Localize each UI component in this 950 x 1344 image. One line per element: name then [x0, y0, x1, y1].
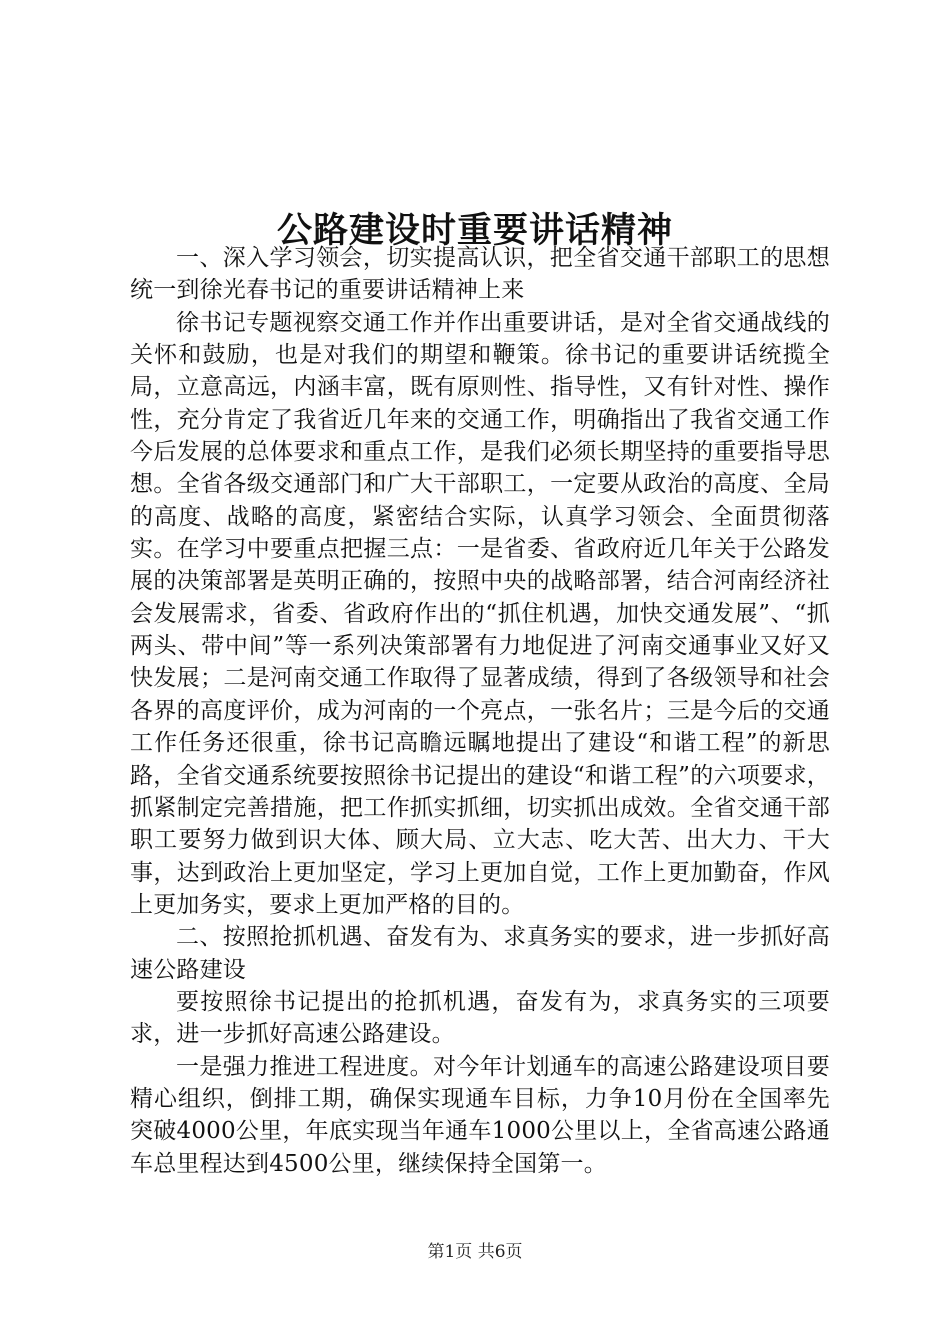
page-number-footer: 第1页 共6页 — [427, 1242, 523, 1262]
section-heading-1: 一、深入学习领会，切实提高认识，把全省交通干部职工的思想统一到徐光春书记的重要讲话精神上来 — [130, 245, 830, 304]
body-paragraph: 一是强力推进工程进度。对今年计划通车的高速公路建设项目要精心组织，倒排工期，确保实现通车目标，力争10月份在全国率先突破4000公里，年底实现当年通车1000公里以上，全省高速公路通车总里程达到4500公里，继续保持全国第一。 — [130, 1053, 830, 1177]
body-paragraph: 要按照徐书记提出的抢抓机遇，奋发有为，求真务实的三项要求，进一步抓好高速公路建设。 — [130, 988, 830, 1048]
body-paragraph: 徐书记专题视察交通工作并作出重要讲话，是对全省交通战线的关怀和鼓励，也是对我们的期望和鞭策。徐书记的重要讲话统揽全局，立意高远，内涵丰富，既有原则性、指导性，又有针对性、操作性，充分肯定了我省近几年来的交通工作，明确指出了我省交通工作今后发展的总体要求和重点工作，是我们必须长期坚持的重要指导思想。全省各级交通部门和广大干部职工，一定要从政治的高度、全局的高度、战略的高度，紧密结合实际，认真学习领会、全面贯彻落实。在学习中要重点把握三点：一是省委、省政府近几年关于公路发展的决策部署是英明正确的，按照中央的战略部署，结合河南经济社会发展需求，省委、省政府作出的“抓住机遇，加快交通发展”、“抓两头、带中间”等一系列决策部署有力地促进了河南交通事业又好又快发展；二是河南交通工作取得了显著成绩，得到了各级领导和社会各界的高度评价，成为河南的一个亮点，一张名片；三是今后的交通工作任务还很重，徐书记高瞻远瞩地提出了建设“和谐工程”的新思路，全省交通系统要按照徐书记提出的建设“和谐工程”的六项要求，抓紧制定完善措施，把工作抓实抓细，切实抓出成效。全省交通干部职工要努力做到识大体、顾大局、立大志、吃大苦、出大力、干大事，达到政治上更加坚定，学习上更加自觉，工作上更加勤奋，作风上更加务实，要求上更加严格的目的。 — [130, 309, 830, 918]
document-title: 公路建设时重要讲话精神 — [276, 210, 673, 252]
document-body — [130, 242, 830, 1180]
section-heading-2: 二、按照抢抓机遇、奋发有为、求真务实的要求，进一步抓好高速公路建设 — [130, 924, 830, 983]
